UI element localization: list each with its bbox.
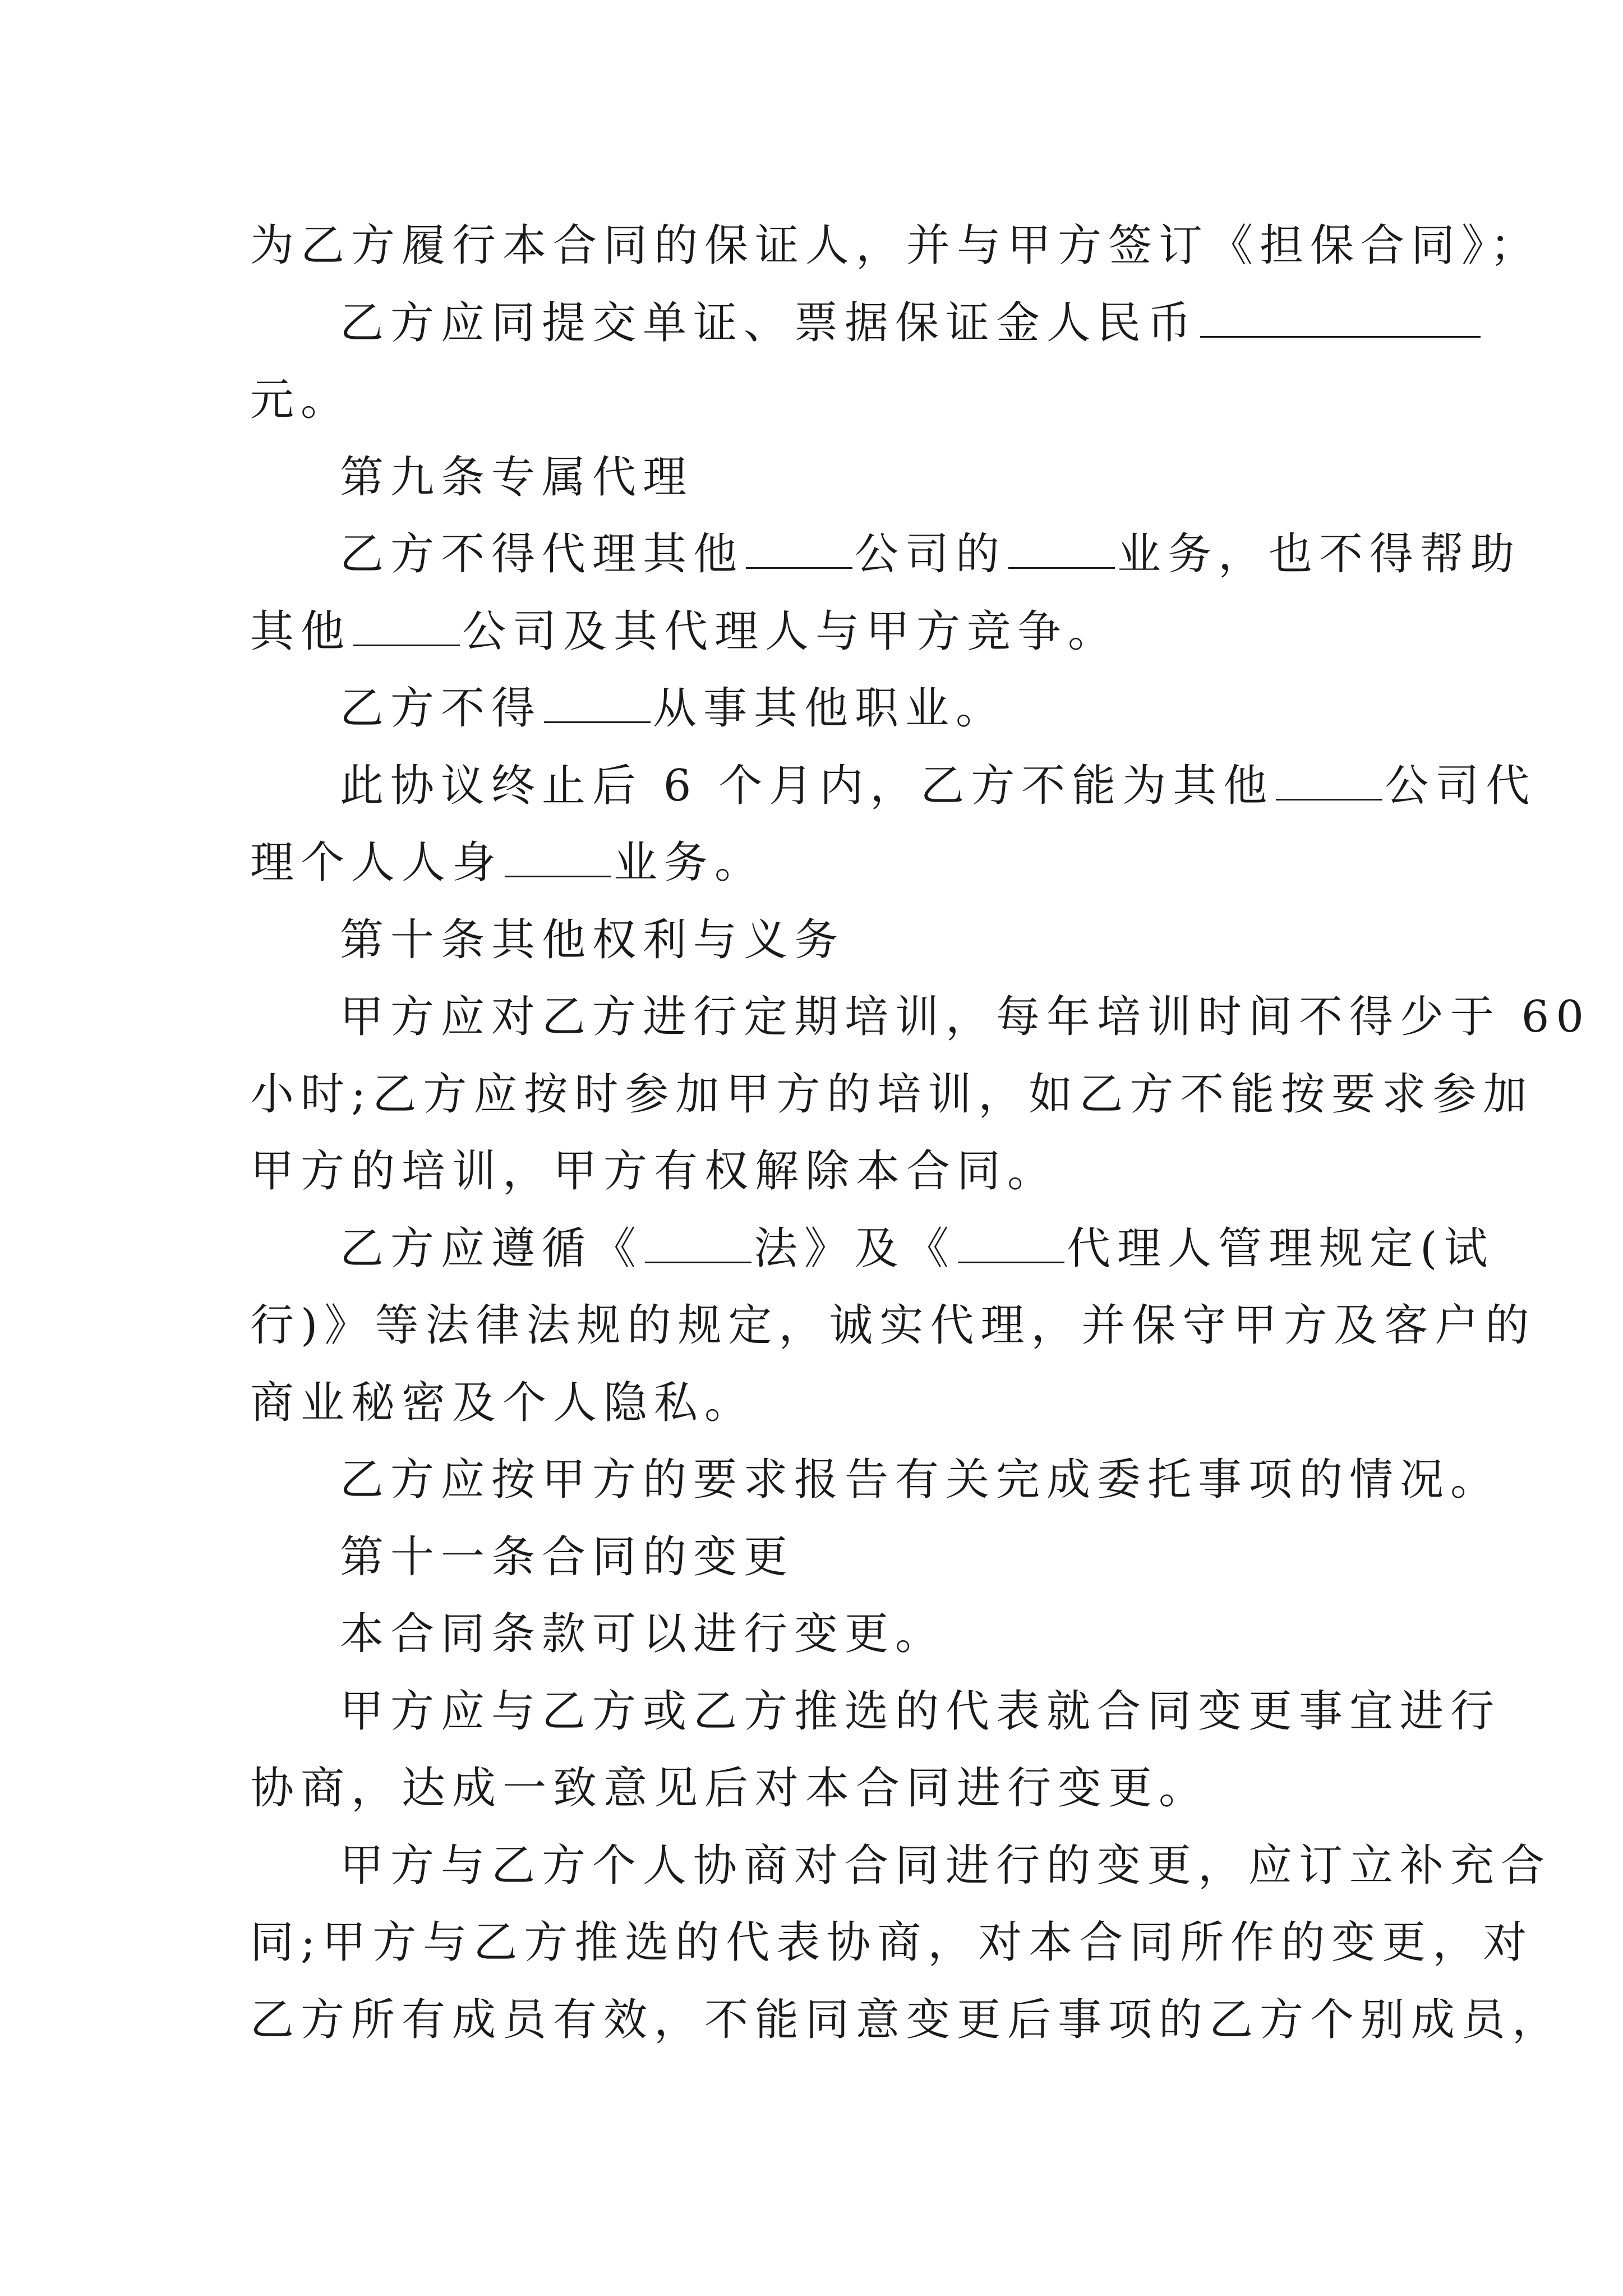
text-line bbox=[250, 362, 1377, 439]
line-text: 乙方所有成员有效，不能同意变更后事项的乙方个别成员， bbox=[250, 1994, 1563, 2045]
text-line bbox=[250, 1133, 1377, 1211]
line-text: 行)》等法律法规的规定，诚实代理，并保守甲方及客户的 bbox=[250, 1300, 1536, 1351]
text-line bbox=[250, 1982, 1563, 2059]
text-line bbox=[250, 516, 1521, 593]
line-text: 同;甲方与乙方推选的代表协商，对本合同所作的变更，对 bbox=[250, 1917, 1534, 1968]
line-text: 乙方应遵循《 bbox=[340, 1223, 643, 1274]
heading-text: 第十一条合同的变更 bbox=[340, 1531, 795, 1582]
heading-text: 第九条专属代理 bbox=[340, 452, 694, 503]
fill-blank bbox=[1200, 294, 1481, 337]
text-line bbox=[250, 1211, 1495, 1288]
line-text: 从事其他职业。 bbox=[653, 683, 1007, 734]
line-text: 乙方不得代理其他 bbox=[340, 529, 744, 579]
fill-blank bbox=[505, 834, 611, 877]
text-line bbox=[250, 208, 1541, 285]
text-line bbox=[250, 1904, 1534, 1982]
line-text: 乙方应同提交单证、票据保证金人民币 bbox=[340, 297, 1198, 348]
text-line bbox=[250, 825, 1377, 902]
line-text: 公司的 bbox=[855, 529, 1007, 579]
text-line bbox=[250, 593, 1377, 671]
text-line bbox=[250, 1365, 1377, 1442]
heading-text: 第十条其他权利与义务 bbox=[340, 914, 845, 965]
line-text: 为乙方履行本合同的保证人，并与甲方签订《担保合同》； bbox=[250, 220, 1541, 271]
line-text: 甲方与乙方个人协商对合同进行的变更，应订立补充合 bbox=[340, 1840, 1552, 1891]
fill-blank bbox=[544, 680, 651, 723]
line-text: 协商，达成一致意见后对本合同进行变更。 bbox=[250, 1763, 1210, 1814]
line-text: 公司及其代理人与甲方竞争。 bbox=[462, 606, 1119, 657]
fill-blank bbox=[1276, 757, 1382, 800]
line-text: 甲方的培训，甲方有权解除本合同。 bbox=[250, 1146, 1058, 1197]
line-text: 乙方不得 bbox=[340, 683, 542, 734]
line-text: 公司代 bbox=[1385, 760, 1537, 811]
section-heading bbox=[250, 439, 1377, 517]
line-text: 此协议终止后 6 个月内，乙方不能为其他 bbox=[340, 760, 1274, 811]
fill-blank bbox=[746, 526, 852, 569]
fill-blank bbox=[958, 1220, 1064, 1263]
contract-text bbox=[250, 208, 1591, 2059]
text-line bbox=[250, 1596, 1377, 1673]
fill-blank bbox=[353, 602, 460, 646]
line-text: 业务，也不得帮助 bbox=[1117, 529, 1521, 579]
line-text: 法》及《 bbox=[754, 1223, 956, 1274]
text-line bbox=[250, 285, 1377, 362]
text-line bbox=[250, 1287, 1536, 1365]
section-heading bbox=[250, 1519, 1377, 1596]
fill-blank bbox=[645, 1220, 751, 1263]
line-text: 本合同条款可以进行变更。 bbox=[340, 1609, 946, 1659]
line-text: 商业秘密及个人隐私。 bbox=[250, 1377, 755, 1428]
text-line bbox=[250, 979, 1591, 1056]
line-text: 甲方应对乙方进行定期培训，每年培训时间不得少于 60 bbox=[340, 992, 1591, 1042]
line-text: 甲方应与乙方或乙方推选的代表就合同变更事宜进行 bbox=[340, 1686, 1501, 1737]
line-text: 小时;乙方应按时参加甲方的培训，如乙方不能按要求参加 bbox=[250, 1069, 1534, 1120]
text-line bbox=[250, 1750, 1377, 1828]
line-text: 业务。 bbox=[614, 838, 766, 888]
section-heading bbox=[250, 902, 1377, 979]
line-text: 其他 bbox=[250, 606, 352, 657]
line-text: 代理人管理规定(试 bbox=[1067, 1223, 1495, 1274]
line-text: 元。 bbox=[250, 375, 352, 425]
line-text: 乙方应按甲方的要求报告有关完成委托事项的情况。 bbox=[340, 1455, 1501, 1505]
fill-blank bbox=[1008, 526, 1115, 569]
text-line bbox=[250, 1828, 1552, 1905]
text-line bbox=[250, 1056, 1534, 1134]
text-line bbox=[250, 1442, 1501, 1519]
line-text: 理个人人身 bbox=[250, 838, 503, 888]
text-line bbox=[250, 1673, 1501, 1751]
text-line bbox=[250, 748, 1537, 825]
text-line bbox=[250, 670, 1377, 748]
